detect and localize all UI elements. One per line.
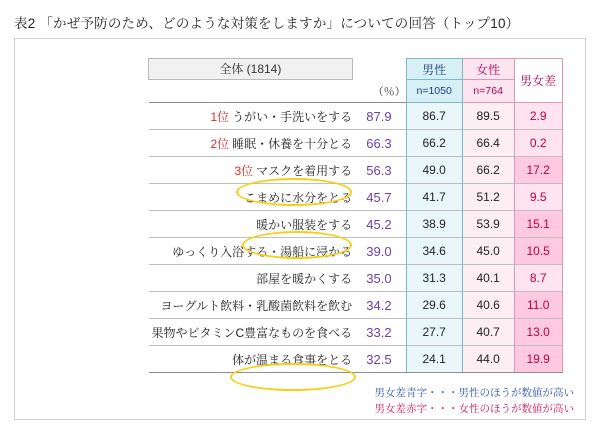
answer-label: ヨーグルト飲料・乳酸菌飲料を飲む — [160, 298, 353, 313]
answer-label: 部屋を暖かくする — [256, 271, 353, 286]
male-value: 31.3 — [406, 265, 462, 292]
total-value: 87.9 — [352, 103, 406, 130]
row-label-cell — [149, 292, 353, 319]
diff-value: 17.2 — [514, 157, 562, 184]
male-n: n=1050 — [406, 80, 462, 103]
page-title: 表2 「かぜ予防のため、どのような対策をしますか」についての回答（トップ10） — [14, 16, 520, 31]
female-value: 53.9 — [462, 211, 514, 238]
diff-value: 19.9 — [514, 346, 562, 373]
table-row — [149, 346, 563, 373]
rank-label: 3位 — [234, 163, 254, 178]
note-red: 男女差赤字・・・女性のほうが数値が高い — [374, 403, 574, 415]
answer-label: うがい・手洗いをする — [232, 109, 353, 124]
diff-value: 11.0 — [514, 292, 562, 319]
diff-value: 8.7 — [514, 265, 562, 292]
male-value: 27.7 — [406, 319, 462, 346]
total-value: 66.3 — [352, 130, 406, 157]
row-label-cell — [149, 211, 353, 238]
answer-label: 睡眠・休養を十分とる — [232, 136, 353, 151]
total-value: 45.7 — [352, 184, 406, 211]
table-row — [149, 238, 563, 265]
answer-label: 体が温まる食事をとる — [232, 352, 353, 367]
answer-label: マスクを着用する — [256, 163, 353, 178]
total-value: 33.2 — [352, 319, 406, 346]
male-value: 66.2 — [406, 130, 462, 157]
male-value: 86.7 — [406, 103, 462, 130]
total-value: 32.5 — [352, 346, 406, 373]
note-blue: 男女差青字・・・男性のほうが数値が高い — [374, 387, 574, 399]
table-header-row-1 — [149, 59, 563, 80]
diff-value: 10.5 — [514, 238, 562, 265]
row-label-cell — [149, 265, 353, 292]
survey-table — [148, 58, 563, 373]
diff-header: 男女差 — [514, 59, 562, 103]
header-spacer — [352, 59, 406, 80]
female-header: 女性 — [462, 59, 514, 80]
answer-label: ゆっくり入浴する・湯船に浸かる — [172, 244, 353, 259]
answer-label: 果物やビタミンC豊富なものを食べる — [151, 325, 353, 340]
total-value: 56.3 — [352, 157, 406, 184]
total-header: 全体 (1814) — [149, 59, 353, 80]
table-row — [149, 265, 563, 292]
row-label-cell — [149, 346, 353, 373]
row-label-cell — [149, 103, 353, 130]
percent-header: （％） — [372, 85, 406, 98]
table-row — [149, 184, 563, 211]
answer-label: 暖かい服装をする — [256, 217, 353, 232]
row-label-cell — [149, 157, 353, 184]
row-label-cell — [149, 319, 353, 346]
total-value: 39.0 — [352, 238, 406, 265]
table-row — [149, 130, 563, 157]
header-spacer-2 — [149, 80, 353, 103]
female-value: 66.2 — [462, 157, 514, 184]
male-value: 41.7 — [406, 184, 462, 211]
total-value: 35.0 — [352, 265, 406, 292]
total-value: 45.2 — [352, 211, 406, 238]
row-label-cell — [149, 238, 353, 265]
table-row — [149, 103, 563, 130]
rank-label: 2位 — [210, 136, 230, 151]
female-value: 51.2 — [462, 184, 514, 211]
male-value: 29.6 — [406, 292, 462, 319]
row-label-cell — [149, 130, 353, 157]
female-value: 66.4 — [462, 130, 514, 157]
table-row — [149, 292, 563, 319]
female-value: 40.7 — [462, 319, 514, 346]
table-row — [149, 319, 563, 346]
male-value: 24.1 — [406, 346, 462, 373]
female-value: 40.6 — [462, 292, 514, 319]
male-value: 49.0 — [406, 157, 462, 184]
female-value: 40.1 — [462, 265, 514, 292]
rank-label: 1位 — [210, 109, 230, 124]
diff-value: 9.5 — [514, 184, 562, 211]
diff-value: 13.0 — [514, 319, 562, 346]
male-value: 34.6 — [406, 238, 462, 265]
table-row — [149, 157, 563, 184]
female-n: n=764 — [462, 80, 514, 103]
total-value: 34.2 — [352, 292, 406, 319]
diff-value: 2.9 — [514, 103, 562, 130]
female-value: 45.0 — [462, 238, 514, 265]
diff-value: 0.2 — [514, 130, 562, 157]
diff-value: 15.1 — [514, 211, 562, 238]
table-row — [149, 211, 563, 238]
row-label-cell — [149, 184, 353, 211]
table-header-row-2 — [149, 80, 563, 103]
male-header: 男性 — [406, 59, 462, 80]
answer-label: こまめに水分をとる — [244, 190, 353, 205]
female-value: 44.0 — [462, 346, 514, 373]
female-value: 89.5 — [462, 103, 514, 130]
male-value: 38.9 — [406, 211, 462, 238]
